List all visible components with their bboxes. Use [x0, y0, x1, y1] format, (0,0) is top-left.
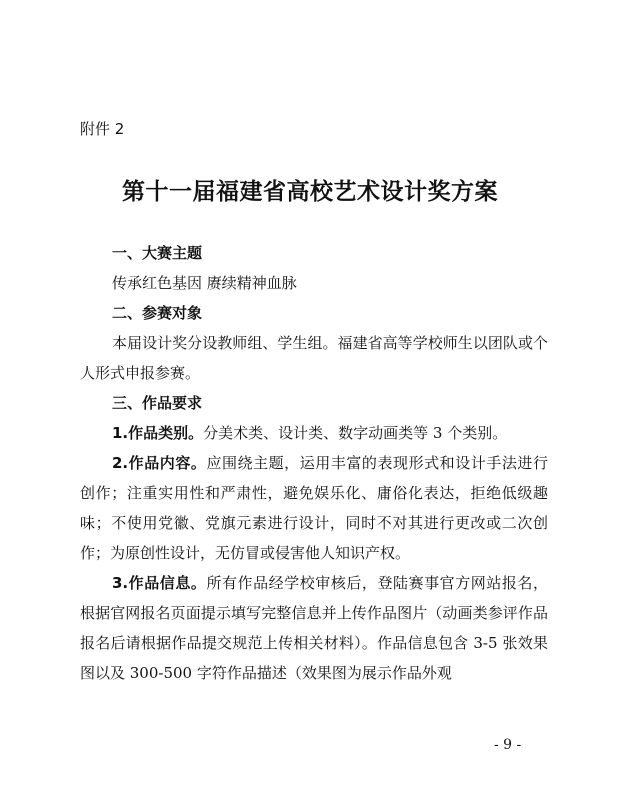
item-text: 所有作品经学校审核后，登陆赛事官方网站报名，根据官网报名页面提示填写完整信息并上传作品图片（动画类参评作品报名后请根据作品提交规范上传相关材料）。作品信息包含 3-5 张效果图以及 300-500 字符作品描述（效果图为展示作品外观: [80, 574, 548, 682]
requirement-item-category: [80, 418, 548, 448]
item-label: 2.作品内容。: [112, 454, 207, 472]
section-heading-theme: 一、大赛主题: [112, 244, 203, 262]
requirement-item-info: [80, 568, 548, 688]
attachment-label: 附件 2: [80, 120, 125, 138]
requirement-item-content: [80, 448, 548, 568]
item-label: 3.作品信息。: [112, 574, 207, 592]
section-heading-participants: 二、参赛对象: [112, 304, 203, 322]
section-text-theme: 传承红色基因 赓续精神血脉: [112, 274, 297, 292]
section-text-participants: 本届设计奖分设教师组、学生组。福建省高等学校师生以团队或个人形式申报参赛。: [80, 334, 548, 382]
page-number: - 9 -: [494, 737, 522, 753]
item-text: 分美术类、设计类、数字动画类等 3 个类别。: [203, 424, 508, 442]
item-label: 1.作品类别。: [112, 424, 204, 442]
document-title: 第十一届福建省高校艺术设计奖方案: [122, 178, 498, 205]
section-heading-requirements: 三、作品要求: [112, 394, 203, 412]
item-text: 应围绕主题，运用丰富的表现形式和设计手法进行创作；注重实用性和严肃性，避免娱乐化、庸俗化表达，拒绝低级趣味；不使用党徽、党旗元素进行设计，同时不对其进行更改或二次创作；为原创性设计，无仿冒或侵害他人知识产权。: [80, 454, 548, 562]
document-body: [80, 238, 548, 688]
